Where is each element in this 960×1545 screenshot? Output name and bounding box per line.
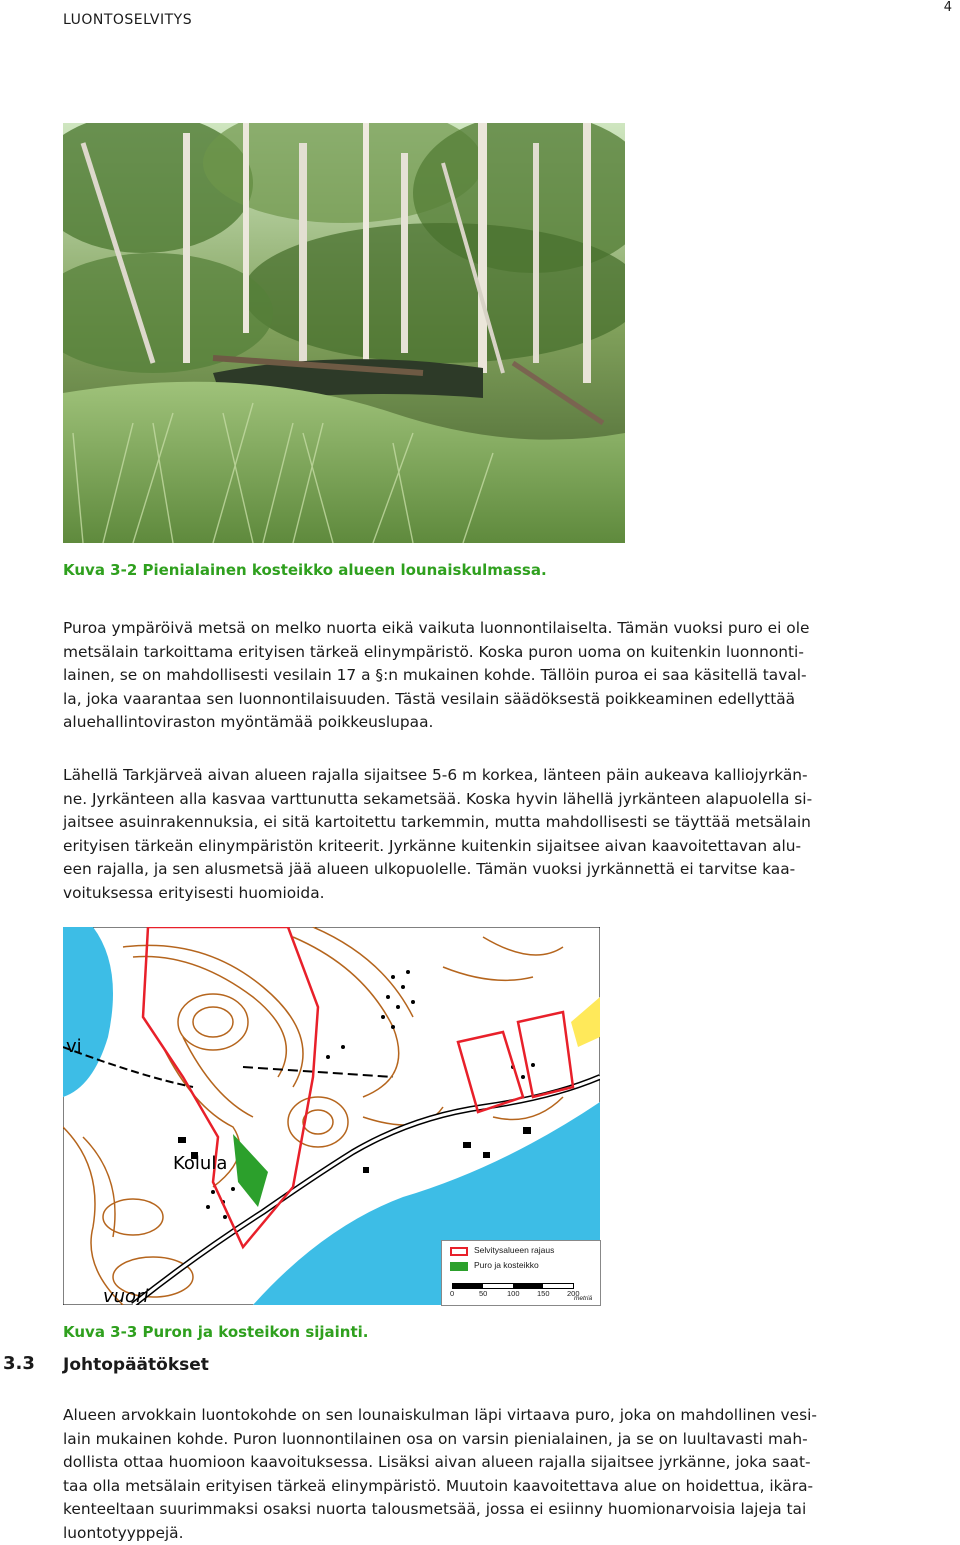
scale-unit: metriä: [574, 1295, 593, 1302]
section-number: 3.3: [3, 1353, 35, 1374]
figure-caption-2: Kuva 3-3 Puron ja kosteikon sijainti.: [63, 1323, 369, 1341]
wetland-photo: [63, 123, 625, 543]
scale-tick-0: 0: [450, 1289, 455, 1298]
scale-tick-150: 150: [537, 1289, 550, 1298]
scale-tick-100: 100: [507, 1289, 520, 1298]
legend-boundary-swatch: [450, 1247, 468, 1256]
scale-tick-200: 200: [567, 1289, 580, 1298]
scale-tick-50: 50: [479, 1289, 488, 1298]
page-number: 4: [943, 0, 952, 15]
label-vi: vi: [66, 1036, 82, 1057]
label-kolula: Kolula: [173, 1153, 228, 1174]
legend-boundary-label: Selvitysalueen rajaus: [474, 1245, 555, 1255]
paragraph-1: Puroa ympäröivä metsä on melko nuorta eikä vaikuta luonnontilaiselta. Tämän vuoksi puro ei ole metsälain tarkoittama erityisen tärkeä elinympäristö. Koska puron uoma on kuitenkin luonnonti- lainen, se on mahdollisesti vesilain 17 a §:n mukainen kohde. Tällöin puroa ei saa käsitellä taval- la, joka vaarantaa sen luonnontilaisuuden. Tästä vesilain säädöksestä poikkeaminen edellyttää aluehallintoviraston myöntämää poikkeuslupaa.: [63, 619, 810, 731]
paragraph-3: Alueen arvokkain luontokohde on sen lounaiskulman läpi virtaava puro, joka on mahdollinen vesi- lain mukainen kohde. Puron luonnontilainen osa on varsin pienialainen, ja se on luultavasti mah- dollista ottaa huomioon kaavoituksessa. Lisäksi aivan alueen rajalla sijaitsee jyrkänne, joka saat- taa olla metsälain erityisen tärkeä elinympäristö. Muutoin kaavoitettava alue on hoidettua, ikära- kenteeltaan suurimmaksi osaksi nuorta talousmetsää, jossa ei esiinny huomionarvoisia lajeja tai luontotyyppejä.: [63, 1406, 817, 1542]
legend-wetland-label: Puro ja kosteikko: [474, 1260, 539, 1270]
figure-caption-1: Kuva 3-2 Pienialainen kosteikko alueen lounaiskulmassa.: [63, 561, 547, 579]
section-title: Johtopäätökset: [63, 1355, 209, 1375]
paragraph-2: Lähellä Tarkjärveä aivan alueen rajalla sijaitsee 5-6 m korkea, länteen päin aukeava kalliojyrkän- ne. Jyrkänteen alla kasvaa varttunutta sekametsää. Koska hyvin lähellä jyrkänteen alapuolella si- jaitsee asuinrakennuksia, ei sitä kartoitettu tarkemmin, mutta mahdollisesti se täyttää metsälain erityisen tärkeän elinympäristön kriteerit. Jyrkänne kuitenkin sijaitsee aivan kaavoitettavan alu- een rajalla, ja sen alusmetsä jää alueen ulkopuolelle. Tämän vuoksi jyrkännettä ei tarvitse kaa- voituksessa erityisesti huomioida.: [63, 766, 813, 902]
label-vuori: vuori: [103, 1286, 149, 1305]
running-header: LUONTOSELVITYS: [63, 12, 193, 28]
map-legend-panel: [441, 1240, 601, 1306]
legend-wetland-swatch: [450, 1262, 468, 1271]
